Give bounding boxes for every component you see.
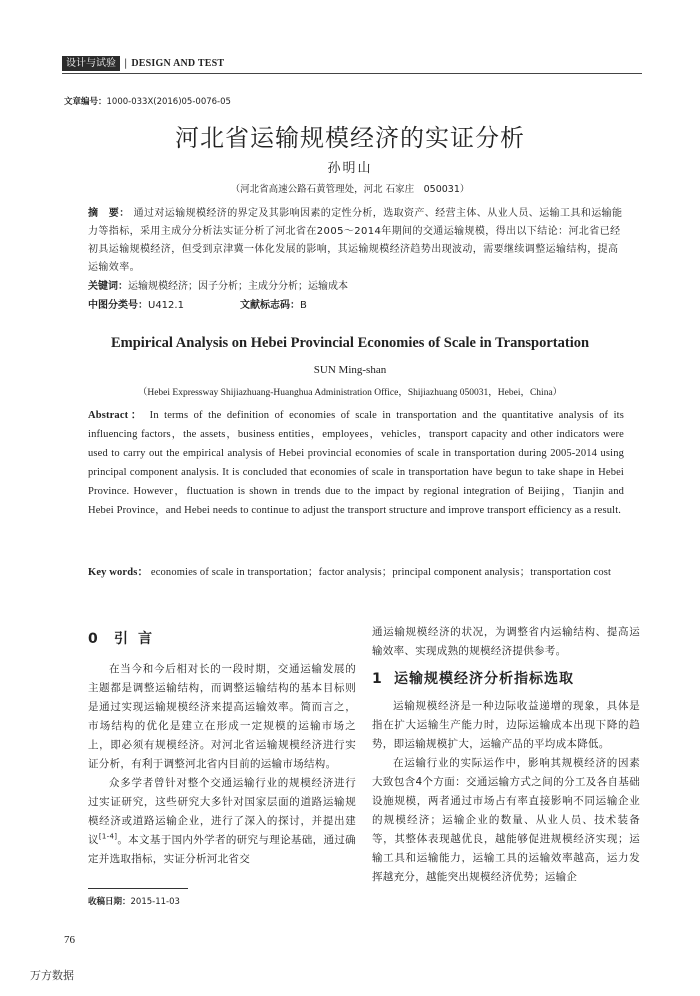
classification-cn	[88, 298, 624, 314]
section1-paragraph-2: 在运输行业的实际运作中，影响其规模经济的因素大致包含4个方面：交通运输方式之间的分工及各自基础设施规模，两者通过市场占有率直接影响不同运输企业的规模经济；运输企业的数量、从业人员、技术装备等，其整体表现越优良，越能够促进规模经济实现；运输工具和运输能力，运输工具的运输效率越高，运力发挥越充分，越能突出规模经济优势；运输企	[372, 757, 640, 883]
intro-paragraph-2	[88, 774, 356, 869]
keywords-cn-text: 运输规模经济；因子分析；主成分分析；运输成本	[128, 281, 348, 292]
keywords-cn	[88, 279, 624, 295]
header-separator: |	[124, 58, 128, 69]
section-title: 运输规模经济分析指标选取	[394, 671, 574, 687]
clc-label: 中图分类号：	[88, 300, 148, 311]
intro-paragraph-continued: 通运输规模经济的状况，为调整省内运输结构、提高运输效率、实现成熟的规模经济提供参考。	[372, 626, 640, 657]
section-heading-introduction	[88, 628, 162, 648]
abstract-cn-text: 通过对运输规模经济的界定及其影响因素的定性分析，选取资产、经营主体、从业人员、运输工具和运输能力等指标，采用主成分分析法实证分析了河北省在2005～2014年期间的交通运输规模，得出以下结论：河北省已经初具运输规模经济，但受到京津冀一体化发展的影响，其运输规模经济趋势出现波动，需要继续调整运输结构，提高运输效率。	[88, 208, 623, 273]
title-en: Empirical Analysis on Hebei Provincial Economies of Scale in Transportation	[110, 335, 590, 351]
affiliation-en: （Hebei Expressway Shijiazhuang-Huanghua Administration Office，Shijiazhuang 050031，Hebei，China）	[137, 388, 563, 398]
title-cn: 河北省运输规模经济的实证分析	[175, 124, 525, 152]
author-en: SUN Ming-shan	[313, 364, 387, 376]
header-rule	[62, 73, 642, 74]
intro-paragraph-2-text-a: 众多学者曾针对整个交通运输行业的规模经济进行过实证研究，这些研究大多针对国家层面的道路运输规模经济或道路运输企业，进行了深入的探讨，并提出建议	[88, 777, 356, 846]
doc-code-label: 文献标志码：	[239, 300, 300, 311]
section-title: 引言	[114, 631, 162, 647]
page-number: 76	[64, 934, 75, 946]
abstract-cn-label: 摘 要：	[88, 208, 130, 219]
received-date-label: 收稿日期：	[88, 897, 131, 907]
keywords-en-label: Key words：	[88, 567, 149, 578]
keywords-en	[88, 563, 624, 582]
footnote-rule	[88, 888, 188, 889]
abstract-en-label: Abstract：	[88, 410, 145, 421]
section-number: 1	[372, 671, 383, 687]
keywords-cn-label: 关键词：	[88, 281, 128, 292]
citation: [1-4]	[98, 832, 118, 841]
intro-paragraph-1: 在当今和今后相对长的一段时期，交通运输发展的主题都是调整运输结构，而调整运输结构的基本目标则是通过实现运输规模经济来提高运输效率。简而言之，市场结构的优化是建立在形成一定规模的运输市场之上，即必须有规模经济。对河北省运输规模经济进行实证分析，有利于调整河北省内目前的运输市场结构。	[88, 663, 356, 770]
received-date	[88, 895, 180, 907]
section-number: 0	[88, 631, 99, 647]
section-heading-1	[372, 668, 574, 688]
article-number	[64, 95, 231, 107]
keywords-en-text: economies of scale in transportation；factor analysis；principal component analysis；transportation cost	[150, 567, 612, 578]
received-date-value: 2015-11-03	[130, 897, 180, 907]
section-title-en: DESIGN AND TEST	[131, 58, 225, 69]
journal-header	[62, 56, 224, 71]
affiliation-cn: （河北省高速公路石黄管理处，河北 石家庄 050031）	[230, 184, 470, 195]
section-tag: 设计与试验	[62, 56, 120, 71]
watermark: 万方数据	[30, 969, 74, 982]
abstract-en-text: In terms of the definition of economies of scale in transportation and the quantitative analysis of its influencing factors，the assets，business entities，employees，vehicles，transport capacity and other indicators were used to carry out the empirical analysis of Hebei provincial economies of scale in transportation during 2005-2014 using principal component analysis. It is concluded that economies of scale in transportation have begun to take shape in Hebei Province. However，fluctuation is shown in trends due to the impact by regional integration of Beijing，Tianjin and Hebei Province，and Hebei needs to continue to adjust the transport structure and improve transport efficiency as a result.	[88, 410, 624, 516]
doc-code-value: B	[299, 300, 307, 311]
clc-value: U412.1	[148, 300, 184, 311]
intro-paragraph-2-text-b: 。本文基于国内外学者的研究与理论基础，通过确定并选取指标，实证分析河北省交	[88, 834, 356, 865]
article-number-value: 1000-033X(2016)05-0076-05	[106, 97, 231, 107]
section1-paragraph-1: 运输规模经济是一种边际收益递增的现象，具体是指在扩大运输生产能力时，边际运输成本出现下降的趋势，即运输规模扩大，运输产品的平均成本降低。	[372, 700, 640, 750]
article-number-label: 文章编号：	[64, 97, 107, 107]
author-cn: 孙明山	[327, 161, 373, 176]
abstract-en	[88, 406, 624, 520]
abstract-cn	[88, 205, 624, 277]
